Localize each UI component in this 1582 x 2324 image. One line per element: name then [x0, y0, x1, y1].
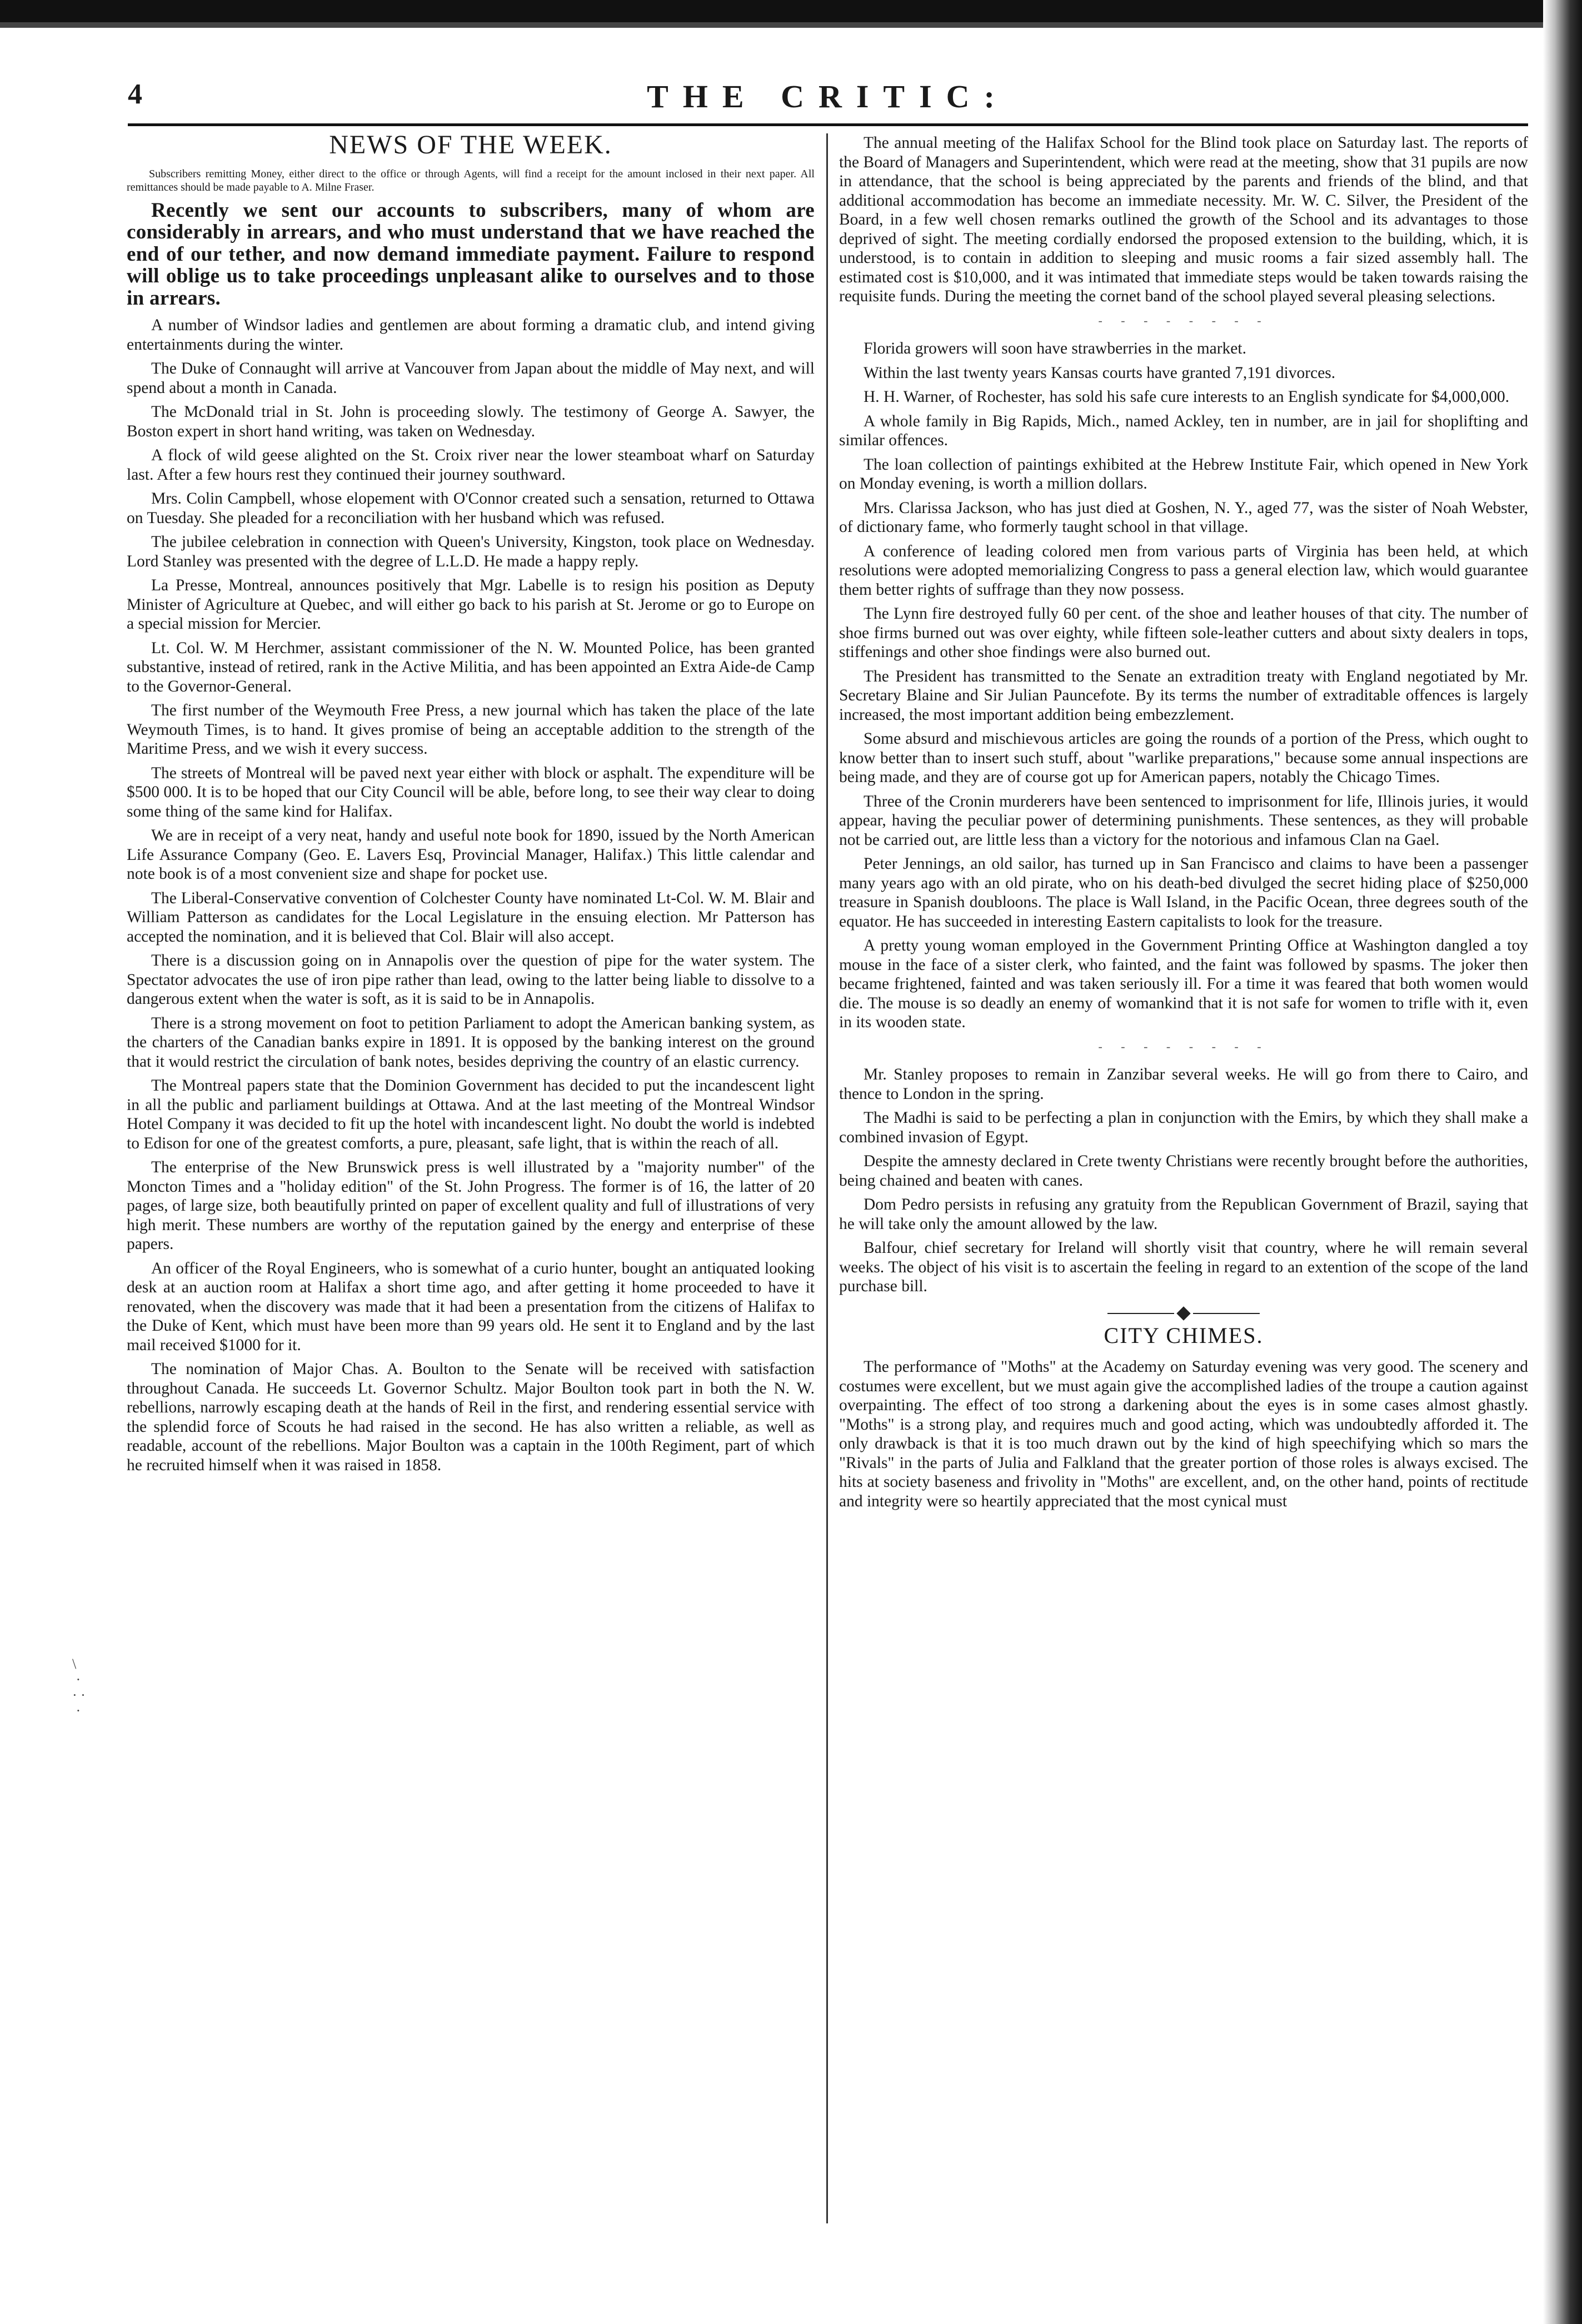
news-item: Within the last twenty years Kansas courts have granted 7,191 divorces. — [864, 364, 1336, 382]
arrears-notice: Recently we sent our accounts to subscribers, many of whom are considerably in arrears, and who must understand that we have reached the end of our tether, and now demand immediate payment. Failure to respond will oblige us to take proceedings unpleasant alike to ourselves and to those in arrears. — [127, 198, 815, 310]
news-item: We are in receipt of a very neat, handy and useful note book for 1890, issued by the North American Life Assurance Company (Geo. E. Lavers Esq, Provincial Manager, Halifax.) This little calendar and note book is of a most convenient size and shape for pocket use. — [127, 827, 815, 883]
news-item: A number of Windsor ladies and gentlemen are about forming a dramatic club, and intend giving entertainments during the winter. — [127, 316, 815, 354]
news-items — [127, 316, 815, 1475]
news-items-top — [839, 133, 1528, 306]
news-item: The Madhi is said to be perfecting a plan in conjunction with the Emirs, by which they shall make a combined invasion of Egypt. — [839, 1109, 1528, 1146]
news-item: The nomination of Major Chas. A. Boulton to the Senate will be received with satisfaction throughout Canada. He succeeds Lt. Governor Schultz. Major Boulton took part in both the N. W. rebellions, narrowly escaping death at the hands of Reil in the first, and rendering essential service with the splendid force of Scouts he had raised in the second. He has also written a reliable, as well as readable, account of the rebellions. Major Boulton was a captain in the 100th Regiment, part of which he recruited himself when it was raised in 1858. — [127, 1360, 815, 1474]
news-item: The McDonald trial in St. John is proceeding slowly. The testimony of George A. Sawyer, the Boston expert in short hand writing, was taken on Wednesday. — [127, 403, 815, 440]
news-item: Mrs. Colin Campbell, whose elopement with O'Connor created such a sensation, returned to Ottawa on Tuesday. She pleaded for a reconciliation with her husband which was refused. — [127, 490, 815, 527]
news-item: Balfour, chief secretary for Ireland will shortly visit that country, where he will remain several weeks. The object of his visit is to ascertain the feeling in regard to an extention of the scope of the land purchase bill. — [839, 1239, 1528, 1295]
news-item: The streets of Montreal will be paved next year either with block or asphalt. The expenditure will be $500 000. It is to be hoped that our City Council will be able, before long, to see their way clear to doing some thing of the same kind for Halifax. — [127, 764, 815, 820]
page-header — [128, 78, 1528, 117]
news-items-middle — [839, 339, 1528, 1032]
left-column — [127, 130, 815, 1480]
news-item: La Presse, Montreal, announces positively that Mgr. Labelle is to resign his position as Deputy Minister of Agriculture at Quebec, and will either go back to his parish at St. Jerome or go to Europe on a special mission for Mercier. — [127, 576, 815, 633]
page-number: 4 — [128, 78, 142, 110]
news-item: Despite the amnesty declared in Crete twenty Christians were recently brought before the authorities, being chained and beaten with canes. — [839, 1152, 1528, 1190]
news-item: H. H. Warner, of Rochester, has sold his safe cure interests to an English syndicate for $4,000,000. — [864, 388, 1510, 406]
separator: - - - - - - - - — [1098, 1039, 1269, 1053]
subscriber-notice: Subscribers remitting Money, either direct to the office or through Agents, will find a receipt for the amount inclosed in their next paper. All remittances should be made payable to A. Milne Fraser. — [127, 167, 815, 193]
news-item: The annual meeting of the Halifax School for the Blind took place on Saturday last. The reports of the Board of Managers and Superintendent, which were read at the meeting, show that 31 pupils are now in attendance, that the school is being appreciated by the parents and friends of the blind, and that additional accommodation has become an immediate necessity. Mr. W. C. Silver, the President of the Board, in a few well chosen remarks outlined the growth of the School and its advantages to those deprived of sight. The meeting cordially endorsed the proposed extension to the building, which, it is understood, is to contain in addition to sleeping and music rooms a fair sized assembly hall. The estimated cost is $10,000, and it was intimated that immediate steps would be taken towards raising the requisite funds. During the meeting the cornet band of the school played several pleasing selections. — [839, 134, 1528, 305]
news-item: Some absurd and mischievous articles are going the rounds of a portion of the Press, which ought to know better than to insert such stuff, about "warlike preparations," because some annual inspections are being made, and they are of course got up for American papers, notably the Chicago Times. — [839, 730, 1528, 786]
news-item: The Duke of Connaught will arrive at Vancouver from Japan about the middle of May next, and will spend about a month in Canada. — [127, 360, 815, 397]
header-rule — [128, 123, 1528, 126]
news-items-lower — [839, 1065, 1528, 1296]
news-item: Lt. Col. W. M Herchmer, assistant commissioner of the N. W. Mounted Police, has been granted substantive, instead of retired, rank in the Active Militia, and has been appointed an Extra Aide-de Camp to the Governor-General. — [127, 639, 815, 695]
page-edge-shadow — [1543, 0, 1582, 2324]
top-border-shadow — [0, 22, 1582, 28]
news-item: The first number of the Weymouth Free Press, a new journal which has taken the place of the late Weymouth Times, is to hand. It gives promise of being an acceptable addition to the strength of the Maritime Press, and we wish it every success. — [127, 701, 815, 758]
column-divider — [826, 133, 828, 2223]
news-item: The Lynn fire destroyed fully 60 per cent. of the shoe and leather houses of that city. The number of shoe firms burned out was over eighty, while fifteen sole-leather cutters and about sixty dealers in tops, stiffenings and other shoe findings were also burned out. — [839, 605, 1528, 661]
news-item: Three of the Cronin murderers have been sentenced to imprisonment for life, Illinois juries, it would appear, having the peculiar power of determining punishments. These sentences, as they will probable not be carried out, are little less than a victory for the notorious and infamous Clan na Gael. — [839, 792, 1528, 849]
news-item: The loan collection of paintings exhibited at the Hebrew Institute Fair, which opened in New York on Monday evening, is worth a million dollars. — [839, 455, 1528, 492]
city-chimes-paragraph: The performance of "Moths" at the Academy on Saturday evening was very good. The scenery and costumes were excellent, but we must again give the accomplished ladies of the troupe a caution against overpainting. The effect of too strong a darkening about the eyes is in some cases almost ghastly. "Moths" is a strong play, and requires much and good acting, which was undoubtedly afforded it. The only drawback is that it is too much drawn out by the kind of high speechifying which so mars the "Rivals" in the parts of Julia and Falkland that the greater portion of those roles is always excised. The hits at society baseness and frivolity in "Moths" are excellent, and, on the other hand, points of rectitude and integrity were so heartily appreciated that the most cynical must — [839, 1358, 1528, 1510]
news-item: A whole family in Big Rapids, Mich., named Ackley, ten in number, are in jail for shoplifting and similar offences. — [839, 412, 1528, 449]
news-item: An officer of the Royal Engineers, who is somewhat of a curio hunter, bought an antiquated looking desk at an auction room at Halifax a short time ago, and after getting it home proceeded to have it renovated, when the discovery was made that it had been a presentation from the citizens of Halifax to the Duke of Kent, which must have been more than 99 years old. He sent it to England and by the last mail received $1000 for it. — [127, 1259, 815, 1354]
news-item: The Liberal-Conservative convention of Colchester County have nominated Lt-Col. W. M. Blair and William Patterson as candidates for the Local Legislature in the ensuing election. Mr Patterson has accepted the nomination, and it is believed that Col. Blair will also accept. — [127, 889, 815, 945]
news-item: The President has transmitted to the Senate an extradition treaty with England negotiated by Mr. Secretary Blaine and Sir Julian Pauncefote. By its terms the number of extraditable offences is largely increased, the most important addition being embezzlement. — [839, 667, 1528, 724]
news-item: Mr. Stanley proposes to remain in Zanzibar several weeks. He will go from there to Cairo, and thence to London in the spring. — [839, 1066, 1528, 1103]
margin-pencil-marks: \ · · · · — [72, 1656, 86, 1719]
news-item: Dom Pedro persists in refusing any gratuity from the Republican Government of Brazil, saying that he will take only the amount allowed by the law. — [839, 1196, 1528, 1233]
news-item: The Montreal papers state that the Dominion Government has decided to put the incandescent light in all the public and parliament buildings at Ottawa. And at the last meeting of the Montreal Windsor Hotel Company it was decided to fit up the hotel with incandescent light. No doubt the world is indebted to Edison for one of the greatest comforts, a pure, pleasant, safe light, that is within the reach of all. — [127, 1077, 815, 1152]
news-item: A pretty young woman employed in the Government Printing Office at Washington dangled a toy mouse in the face of a sister clerk, who fainted, and the faint was followed by spasms. The joker then became frightened, fainted and was taken seriously ill. For a time it was feared that both women would die. The mouse is so deadly an enemy of womankind that it is not safe for women to trifle with it, even in its wooden state. — [839, 937, 1528, 1031]
news-item: There is a strong movement on foot to petition Parliament to adopt the American banking system, as the charters of the Canadian banks expire in 1891. It is opposed by the banking interest on the ground that it would restrict the circulation of bank notes, besides depriving the country of an elastic currency. — [127, 1014, 815, 1071]
separator: - - - - - - - - — [1098, 313, 1269, 327]
masthead: THE CRITIC: — [647, 78, 1009, 115]
section-title-city-chimes: CITY CHIMES. — [1104, 1322, 1264, 1348]
news-item: A conference of leading colored men from various parts of Virginia has been held, at which resolutions were adopted memorializing Congress to pass a general election law, which would guarantee them better rights of suffrage than they now possess. — [839, 542, 1528, 599]
top-border — [0, 0, 1582, 22]
news-item: The enterprise of the New Brunswick press is well illustrated by a "majority number" of the Moncton Times and a "holiday edition" of the St. John Progress. The former is of 16, the latter of 20 pages, of large size, both beautifully printed on paper of excellent quality and full of illustrations of very high merit. These numbers are worthy of the reputation gained by the energy and enterprise of these papers. — [127, 1158, 815, 1253]
section-title-news: NEWS OF THE WEEK. — [329, 130, 612, 160]
right-column — [839, 133, 1528, 1516]
news-item: There is a discussion going on in Annapolis over the question of pipe for the water system. The Spectator advocates the use of iron pipe rather than lead, owing to the latter being liable to dissolve to a dangerous extent when the water is soft, as it is said to be in Annapolis. — [127, 952, 815, 1008]
news-item: The jubilee celebration in connection with Queen's University, Kingston, took place on Wednesday. Lord Stanley was presented with the degree of L.L.D. He made a happy reply. — [127, 533, 815, 570]
news-item: Florida growers will soon have strawberries in the market. — [864, 340, 1246, 357]
news-item: Mrs. Clarissa Jackson, who has just died at Goshen, N. Y., aged 77, was the sister of Noah Webster, of dictionary fame, who formerly taught school in that village. — [839, 499, 1528, 536]
ornament-rule — [839, 1308, 1528, 1318]
news-item: Peter Jennings, an old sailor, has turned up in San Francisco and claims to have been a passenger many years ago with an old pirate, who on his death-bed divulged the secret hiding place of $250,000 treasure in Spanish doubloons. The place is Wall Island, in the Pacific Ocean, three degrees south of the equator. He has succeeded in interesting Eastern capitalists to look for the treasure. — [839, 855, 1528, 930]
news-item: A flock of wild geese alighted on the St. Croix river near the lower steamboat wharf on Saturday last. After a few hours rest they continued their journey southward. — [127, 446, 815, 484]
